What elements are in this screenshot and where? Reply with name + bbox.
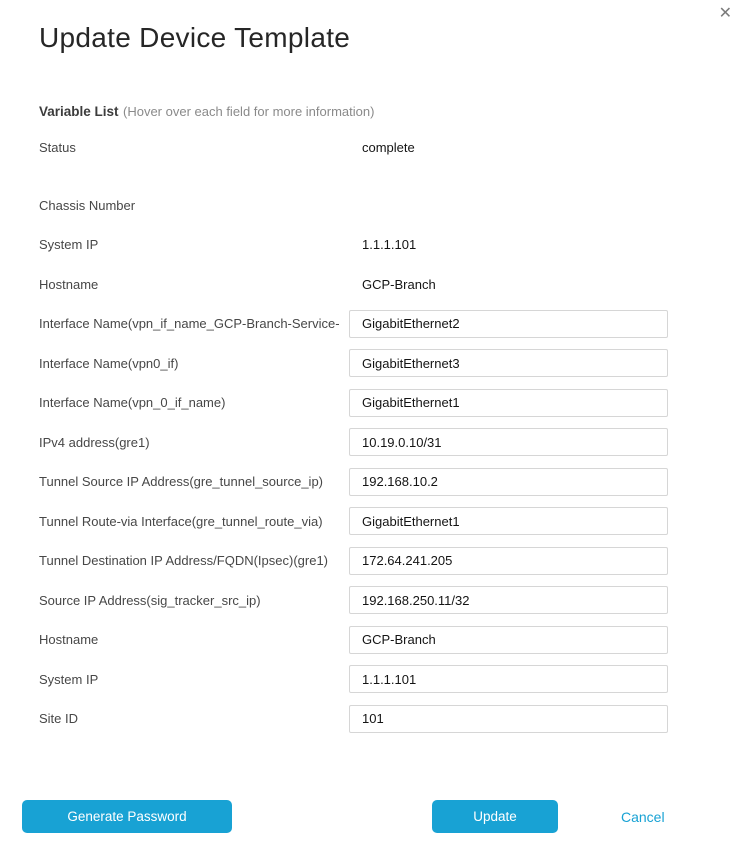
readonly-row-status (39, 128, 713, 168)
field-label: Tunnel Destination IP Address/FQDN(Ipsec)(gre1) (39, 553, 329, 569)
close-icon[interactable]: ✕ (718, 5, 732, 22)
input-row-interface-name-service (39, 304, 713, 344)
input-row-interface-name-vpn0-if (39, 344, 713, 384)
generate-password-button[interactable]: Generate Password (22, 800, 232, 833)
input-row-tunnel-route-via (39, 502, 713, 542)
input-row-tunnel-source-ip (39, 462, 713, 502)
field-label: Hostname (39, 632, 99, 648)
field-label: Tunnel Route-via Interface(gre_tunnel_route_via) (39, 513, 323, 529)
variable-rows (39, 128, 713, 739)
field-value: GCP-Branch (362, 276, 436, 292)
hostname-input[interactable] (349, 626, 668, 654)
input-row-tunnel-destination-ip (39, 541, 713, 581)
page-title: Update Device Template (39, 22, 351, 53)
field-label: System IP (39, 671, 99, 687)
readonly-row-chassis-number (39, 186, 713, 226)
input-row-interface-name-vpn-0-if-name (39, 383, 713, 423)
variable-list-hint: (Hover over each field for more information) (123, 104, 375, 119)
interface-name-vpn-0-if-name-input[interactable] (349, 389, 668, 417)
tunnel-source-ip-input[interactable] (349, 468, 668, 496)
system-ip-input[interactable] (349, 665, 668, 693)
readonly-row-system-ip (39, 225, 713, 265)
ipv4-address-gre1-input[interactable] (349, 428, 668, 456)
site-id-input[interactable] (349, 705, 668, 733)
field-label: Chassis Number (39, 197, 136, 213)
field-label: Source IP Address(sig_tracker_src_ip) (39, 592, 261, 608)
field-label: Site ID (39, 711, 79, 727)
tunnel-destination-ip-input[interactable] (349, 547, 668, 575)
field-value: 1.1.1.101 (362, 237, 417, 253)
modal-footer (0, 800, 752, 833)
cancel-button[interactable]: Cancel (615, 808, 671, 826)
variable-list-heading (39, 104, 713, 120)
tunnel-route-via-input[interactable] (349, 507, 668, 535)
field-label: Status (39, 140, 76, 156)
field-label: Interface Name(vpn_if_name_GCP-Branch-Service- (39, 316, 340, 332)
interface-name-vpn0-if-input[interactable] (349, 349, 668, 377)
input-row-hostname (39, 620, 713, 660)
input-row-site-id (39, 699, 713, 739)
input-row-system-ip (39, 660, 713, 700)
field-label: Interface Name(vpn_0_if_name) (39, 395, 226, 411)
input-row-ipv4-address-gre1 (39, 423, 713, 463)
field-label: Interface Name(vpn0_if) (39, 355, 179, 371)
field-label: IPv4 address(gre1) (39, 434, 150, 450)
interface-name-service-input[interactable] (349, 310, 668, 338)
field-label: System IP (39, 237, 99, 253)
source-ip-tracker-input[interactable] (349, 586, 668, 614)
input-row-source-ip-tracker (39, 581, 713, 621)
variable-list-label: Variable List (39, 104, 119, 119)
field-value: complete (362, 140, 415, 156)
field-label: Tunnel Source IP Address(gre_tunnel_source_ip) (39, 474, 324, 490)
readonly-row-hostname (39, 265, 713, 305)
field-label: Hostname (39, 276, 99, 292)
update-button[interactable]: Update (432, 800, 558, 833)
